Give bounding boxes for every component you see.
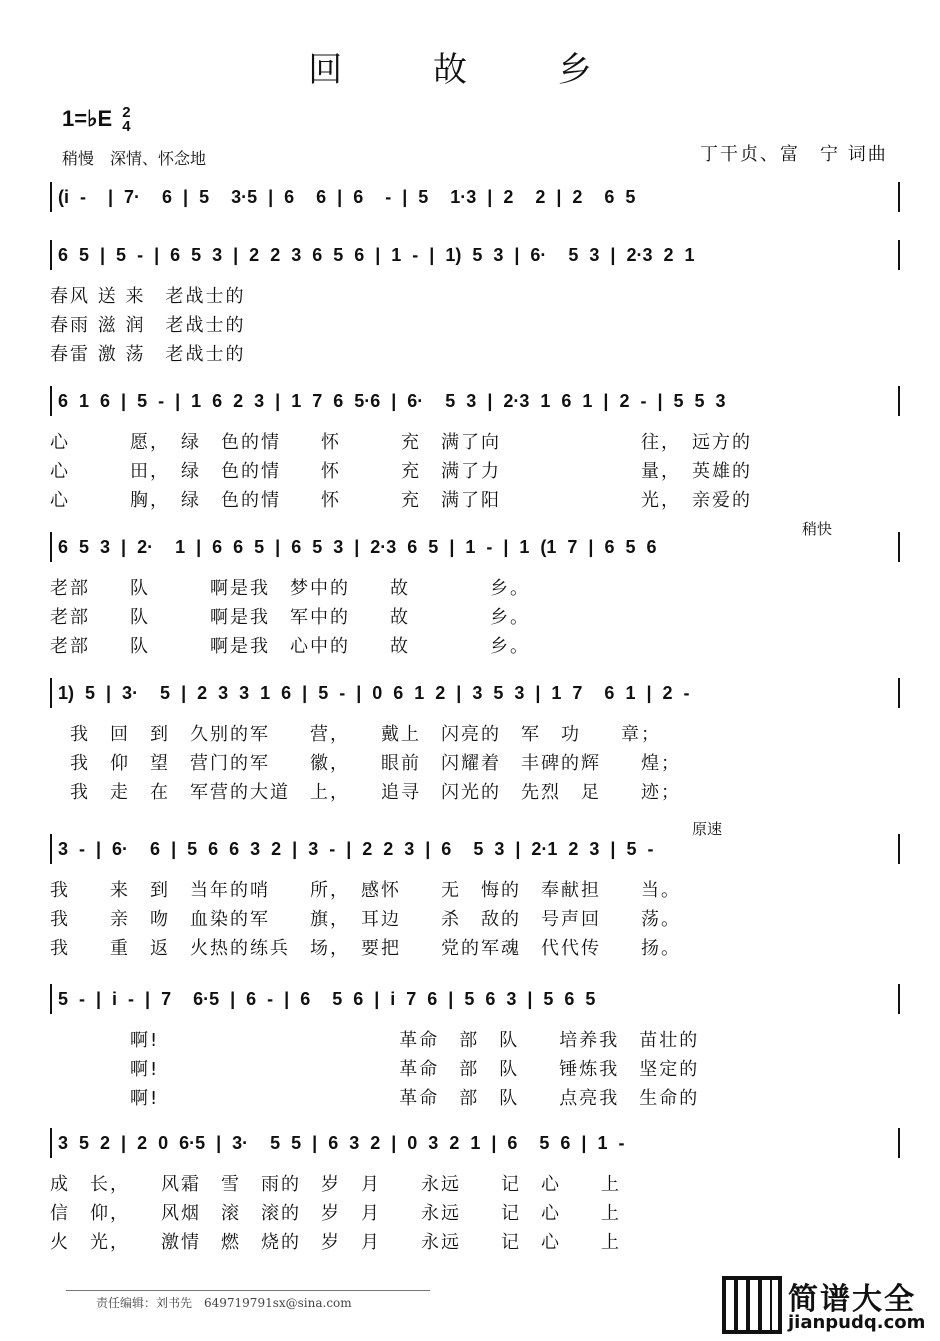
notation-line: (i - | 7· 6 | 5 3·5 | 6 6 | 6 - | 5 1·3 | 2 2 | 2 6 5 bbox=[50, 182, 900, 212]
notation-line: 3 5 2 | 2 0 6·5 | 3· 5 5 | 6 3 2 | 0 3 2 1 | 6 5 6 | 1 - bbox=[50, 1128, 900, 1158]
lyric-line: 春雨 滋 润 老战士的 bbox=[50, 315, 246, 336]
key-main: 1=♭E bbox=[62, 106, 113, 131]
logo-title: 简谱大全 bbox=[788, 1282, 916, 1317]
tempo-change-original: 原速 bbox=[692, 820, 723, 838]
lyric-line: 老部 队 啊是我 军中的 故 乡。 bbox=[50, 607, 530, 628]
lyric-line: 啊! 革命 部 队 点亮我 生命的 bbox=[50, 1088, 700, 1109]
composer-credit: 丁干贞、富 宁 词曲 bbox=[700, 144, 888, 165]
lyric-line: 信 仰， 风烟 滚 滚的 岁 月 永远 记 心 上 bbox=[50, 1203, 621, 1224]
lyric-line: 心 田， 绿 色的情 怀 充 满了力 量， 英雄的 bbox=[50, 461, 752, 482]
lyric-line: 成 长， 风霜 雪 雨的 岁 月 永远 记 心 上 bbox=[50, 1174, 621, 1195]
time-signature bbox=[122, 106, 130, 134]
piano-icon bbox=[722, 1276, 782, 1334]
time-numerator: 2 bbox=[122, 104, 131, 122]
song-title: 回 故 乡 bbox=[308, 50, 632, 90]
lyric-line: 火 光， 激情 燃 烧的 岁 月 永远 记 心 上 bbox=[50, 1232, 621, 1253]
notation-line: 6 1 6 | 5 - | 1 6 2 3 | 1 7 6 5·6 | 6· 5 3 | 2·3 1 6 1 | 2 - | 5 5 3 bbox=[50, 386, 900, 416]
notation-line: 6 5 | 5 - | 6 5 3 | 2 2 3 6 5 6 | 1 - | 1) 5 3 | 6· 5 3 | 2·3 2 1 bbox=[50, 240, 900, 270]
lyric-line: 我 回 到 久别的军 营， 戴上 闪亮的 军 功 章； bbox=[50, 724, 661, 745]
logo-url: jianpudq.com bbox=[788, 1312, 926, 1333]
lyric-line: 我 仰 望 营门的军 徽， 眼前 闪耀着 丰碑的辉 煌； bbox=[50, 753, 681, 774]
notation-line: 1) 5 | 3· 5 | 2 3 3 1 6 | 5 - | 0 6 1 2 | 3 5 3 | 1 7 6 1 | 2 - bbox=[50, 678, 900, 708]
lyric-line: 心 胸， 绿 色的情 怀 充 满了阳 光， 亲爱的 bbox=[50, 490, 752, 511]
site-logo bbox=[722, 1276, 932, 1336]
footer-divider bbox=[66, 1290, 430, 1291]
lyric-line: 我 来 到 当年的哨 所， 感怀 无 悔的 奉献担 当。 bbox=[50, 880, 681, 901]
lyric-line: 春雷 激 荡 老战士的 bbox=[50, 344, 246, 365]
tempo-change-faster: 稍快 bbox=[802, 520, 833, 538]
time-denominator: 4 bbox=[122, 118, 131, 136]
lyric-line: 我 重 返 火热的练兵 场， 要把 党的军魂 代代传 扬。 bbox=[50, 938, 681, 959]
lyric-line: 老部 队 啊是我 心中的 故 乡。 bbox=[50, 636, 530, 657]
lyric-line: 啊! 革命 部 队 锤炼我 坚定的 bbox=[50, 1059, 700, 1080]
lyric-line: 心 愿， 绿 色的情 怀 充 满了向 往， 远方的 bbox=[50, 432, 752, 453]
notation-line: 3 - | 6· 6 | 5 6 6 3 2 | 3 - | 2 2 3 | 6 5 3 | 2·1 2 3 | 5 - bbox=[50, 834, 900, 864]
lyric-line: 啊! 革命 部 队 培养我 苗壮的 bbox=[50, 1030, 700, 1051]
footer-editor: 责任编辑：刘书先 649719791sx@sina.com bbox=[96, 1296, 352, 1310]
key-signature bbox=[62, 106, 131, 134]
lyric-line: 春风 送 来 老战士的 bbox=[50, 286, 246, 307]
notation-line: 6 5 3 | 2· 1 | 6 6 5 | 6 5 3 | 2·3 6 5 | 1 - | 1 (1 7 | 6 5 6 bbox=[50, 532, 900, 562]
lyric-line: 我 走 在 军营的大道 上， 追寻 闪光的 先烈 足 迹； bbox=[50, 782, 681, 803]
notation-line: 5 - | i - | 7 6·5 | 6 - | 6 5 6 | i 7 6 | 5 6 3 | 5 6 5 bbox=[50, 984, 900, 1014]
lyric-line: 老部 队 啊是我 梦中的 故 乡。 bbox=[50, 578, 530, 599]
tempo-marking: 稍慢 深情、怀念地 bbox=[62, 149, 207, 168]
lyric-line: 我 亲 吻 血染的军 旗， 耳边 杀 敌的 号声回 荡。 bbox=[50, 909, 681, 930]
